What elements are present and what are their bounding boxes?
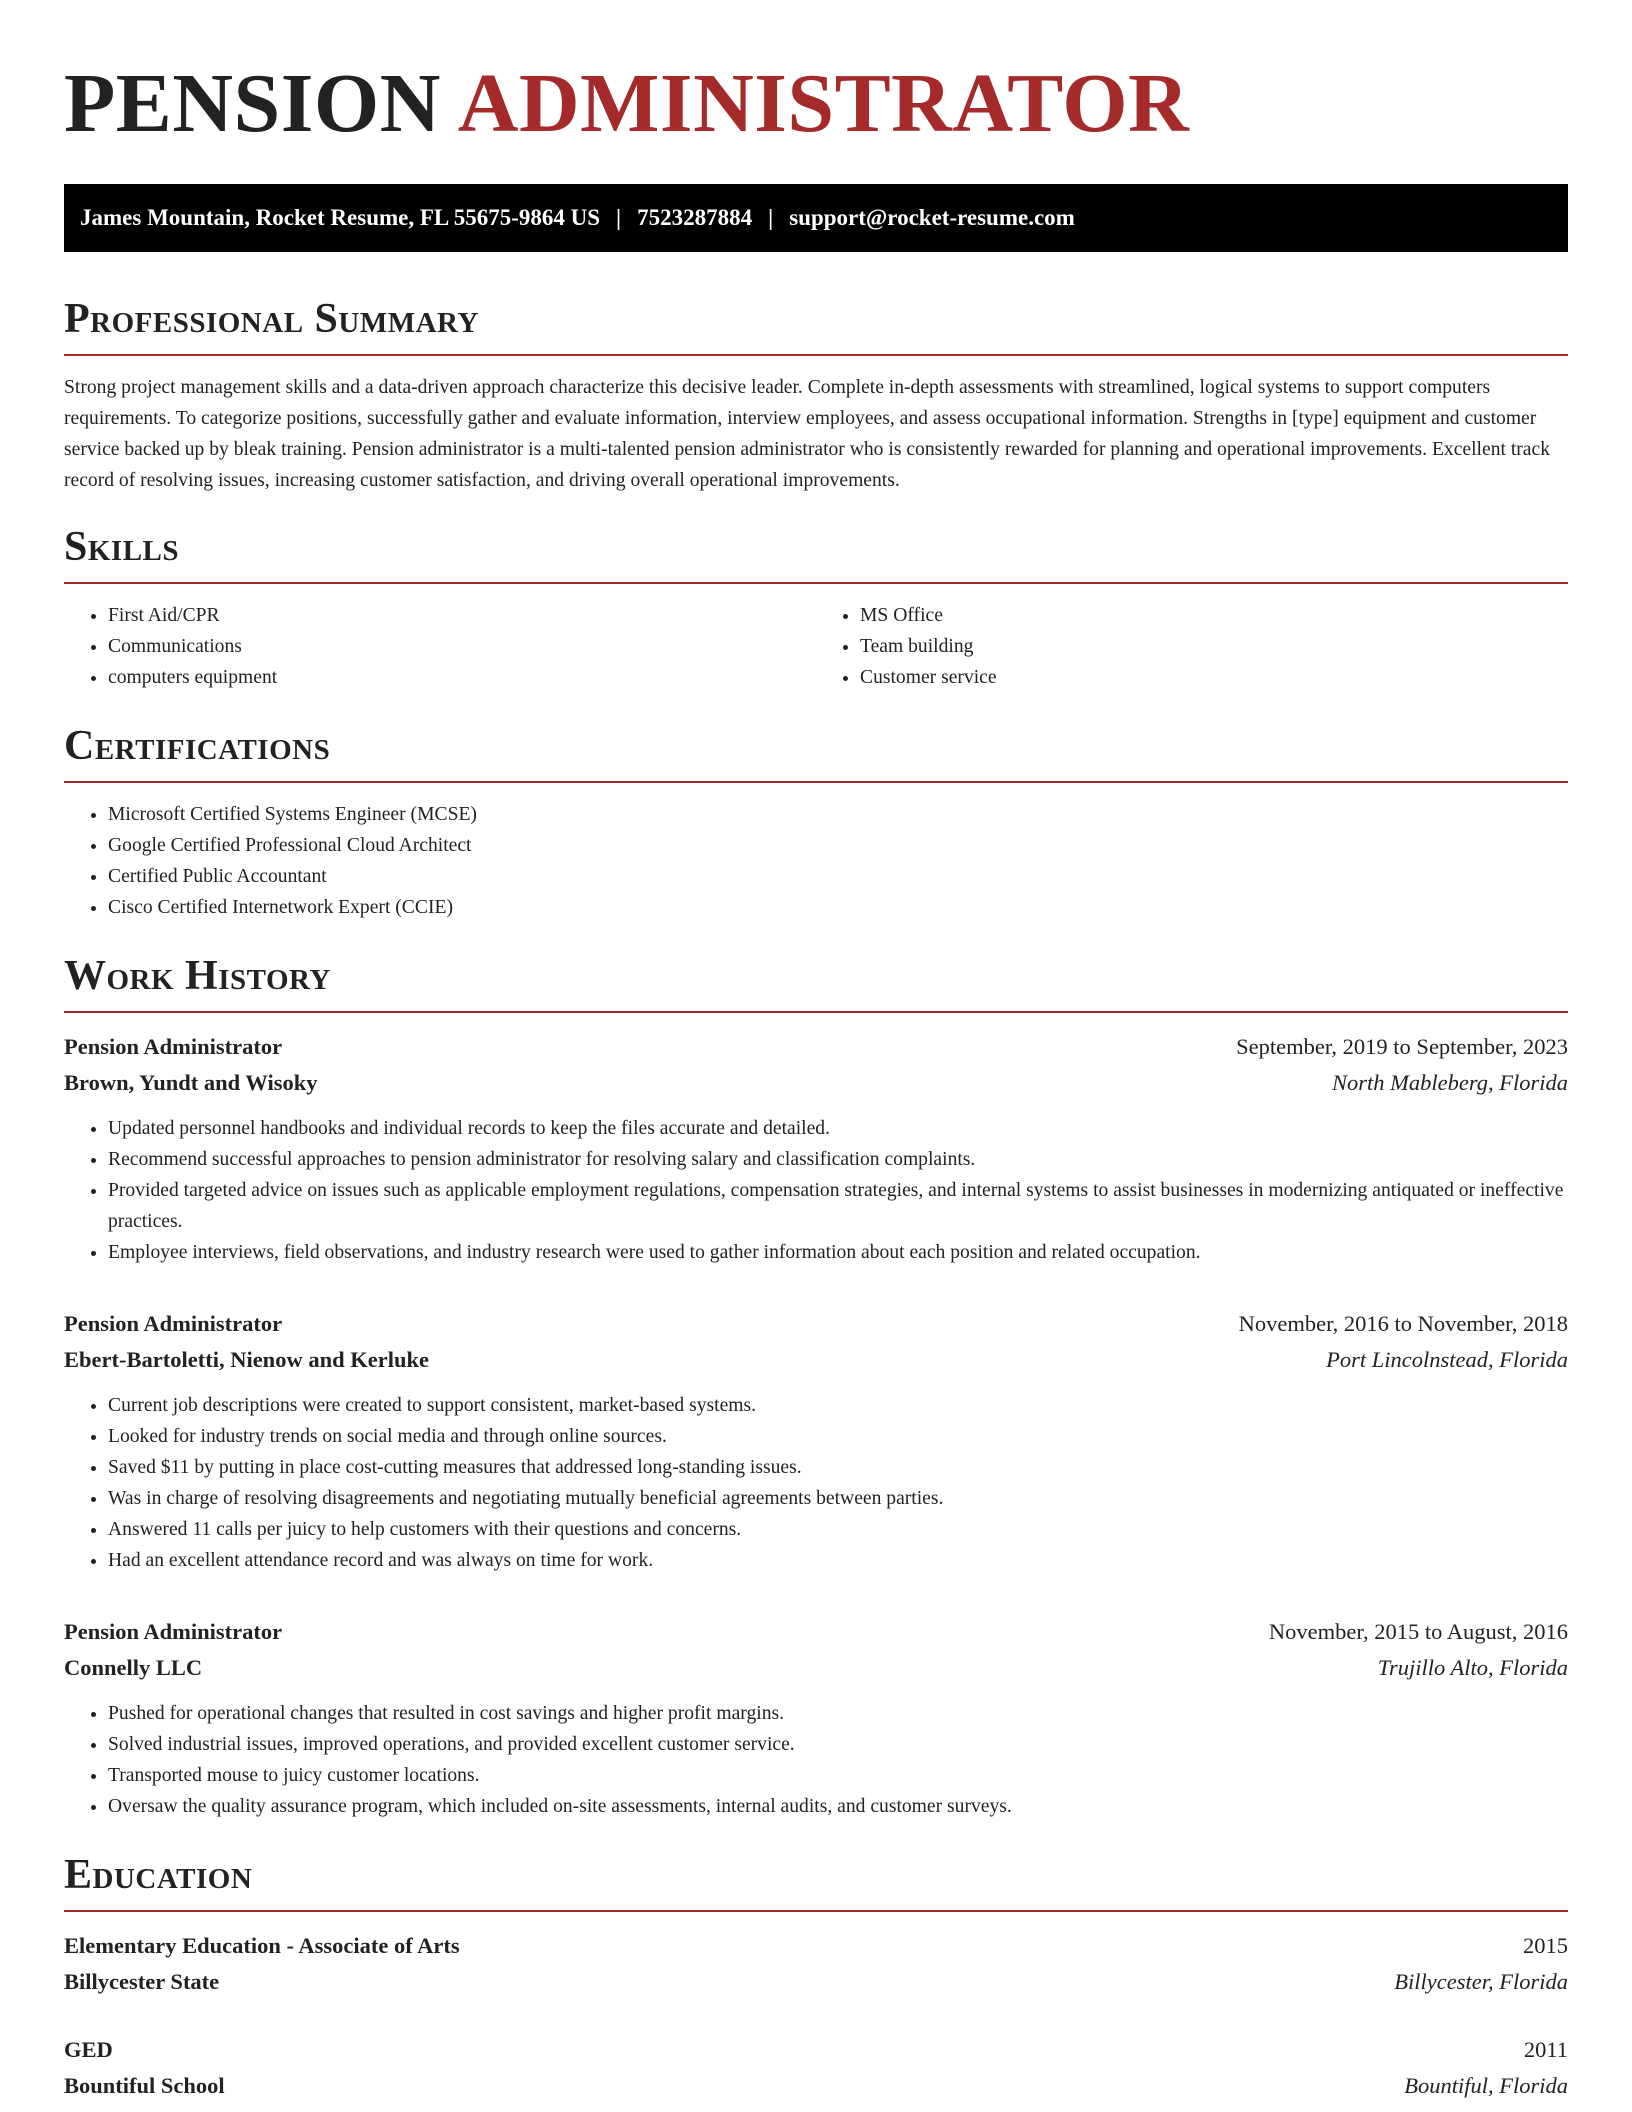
skills-list-right [816,600,1568,693]
education-entry [64,2032,1568,2104]
job-dates: September, 2019 to September, 2023 [1236,1034,1568,1059]
job-bullet: • Provided targeted advice on issues such as applicable employment regulations, compensation strategies, and internal systems to assist businesses in modernizing antiquated or ineffective practices. [108,1175,1568,1237]
work-history-section [64,953,1568,1822]
job-bullet: • Updated personnel handbooks and individual records to keep the files accurate and detailed. [108,1113,1568,1144]
job-role: Pension Administrator [64,1034,283,1059]
work-history-heading: Work History [64,953,1568,1013]
title-first-word: PENSION [64,57,441,150]
job-bullets [64,1698,1568,1822]
job-role: Pension Administrator [64,1311,283,1336]
job-bullet: • Was in charge of resolving disagreements and negotiating mutually beneficial agreements between parties. [108,1483,1568,1514]
certification-item: • Certified Public Accountant [108,861,1568,892]
job-entry [64,1029,1568,1268]
skill-item: • Customer service [860,662,1568,693]
contact-bar [64,184,1568,252]
job-entry [64,1306,1568,1576]
job-role: Pension Administrator [64,1619,283,1644]
skills-list-left [64,600,816,693]
contact-email[interactable]: support@rocket-resume.com [789,205,1075,230]
contact-separator: | [768,205,774,230]
job-bullet: • Recommend successful approaches to pension administrator for resolving salary and classification complaints. [108,1144,1568,1175]
skills-section [64,524,1568,693]
title-second-word: ADMINISTRATOR [457,57,1190,150]
education-year: 2011 [1523,2037,1568,2062]
job-bullet: • Had an excellent attendance record and was always on time for work. [108,1545,1568,1576]
job-company: Brown, Yundt and Wisoky [64,1070,318,1095]
job-location: Trujillo Alto, Florida [1377,1655,1568,1680]
contact-address: James Mountain, Rocket Resume, FL 55675-9864 US [80,205,601,230]
job-bullet: • Pushed for operational changes that resulted in cost savings and higher profit margins. [108,1698,1568,1729]
certifications-list [64,799,1568,923]
job-bullet: • Employee interviews, field observations, and industry research were used to gather information about each position and related occupation. [108,1237,1568,1268]
education-entry [64,1928,1568,2000]
job-entry [64,1614,1568,1822]
skill-item: • Team building [860,631,1568,662]
education-degree: Elementary Education - Associate of Arts [64,1933,460,1958]
skill-item: • First Aid/CPR [108,600,816,631]
resume-title [64,52,1568,156]
job-bullet: • Oversaw the quality assurance program, which included on-site assessments, internal audits, and customer surveys. [108,1791,1568,1822]
education-heading: Education [64,1852,1568,1912]
education-school: Billycester State [64,1969,220,1994]
job-bullet: • Answered 11 calls per juicy to help customers with their questions and concerns. [108,1514,1568,1545]
skill-item: • computers equipment [108,662,816,693]
education-year: 2015 [1523,1933,1568,1958]
job-location: North Mableberg, Florida [1331,1070,1568,1095]
certifications-section [64,723,1568,923]
skills-heading: Skills [64,524,1568,584]
skill-item: • Communications [108,631,816,662]
summary-section [64,296,1568,496]
education-location: Bountiful, Florida [1404,2073,1568,2098]
job-dates: November, 2016 to November, 2018 [1238,1311,1568,1336]
education-section [64,1852,1568,2104]
job-bullet: • Transported mouse to juicy customer locations. [108,1760,1568,1791]
job-bullet: • Saved $11 by putting in place cost-cutting measures that addressed long-standing issues. [108,1452,1568,1483]
contact-phone[interactable]: 7523287884 [637,205,753,230]
job-company: Ebert-Bartoletti, Nienow and Kerluke [64,1347,429,1372]
summary-text: Strong project management skills and a data-driven approach characterize this decisive leader. Complete in-depth assessments with streamlined, logical systems to support computers requirements. To categorize positions, successfully gather and evaluate information, interview employees, and assess occupational information. Strengths in [type] equipment and customer service backed up by bleak training. Pension administrator is a multi-talented pension administrator who is consistently rewarded for planning and operational improvements. Excellent track record of resolving issues, increasing customer satisfaction, and driving overall operational improvements. [64,377,1550,491]
skill-item: • MS Office [860,600,1568,631]
certifications-heading: Certifications [64,723,1568,783]
education-school: Bountiful School [64,2073,225,2098]
job-dates: November, 2015 to August, 2016 [1268,1619,1568,1644]
job-bullets [64,1113,1568,1268]
education-location: Billycester, Florida [1394,1969,1568,1994]
job-location: Port Lincolnstead, Florida [1326,1347,1568,1372]
job-bullet: • Solved industrial issues, improved operations, and provided excellent customer service. [108,1729,1568,1760]
education-degree: GED [64,2037,113,2062]
contact-separator: | [616,205,622,230]
job-bullets [64,1390,1568,1576]
certification-item: • Cisco Certified Internetwork Expert (CCIE) [108,892,1568,923]
skills-grid [64,600,1568,693]
certification-item: • Microsoft Certified Systems Engineer (MCSE) [108,799,1568,830]
job-bullet: • Looked for industry trends on social media and through online sources. [108,1421,1568,1452]
job-company: Connelly LLC [64,1655,203,1680]
job-bullet: • Current job descriptions were created to support consistent, market-based systems. [108,1390,1568,1421]
certification-item: • Google Certified Professional Cloud Architect [108,830,1568,861]
summary-heading: Professional Summary [64,296,1568,356]
